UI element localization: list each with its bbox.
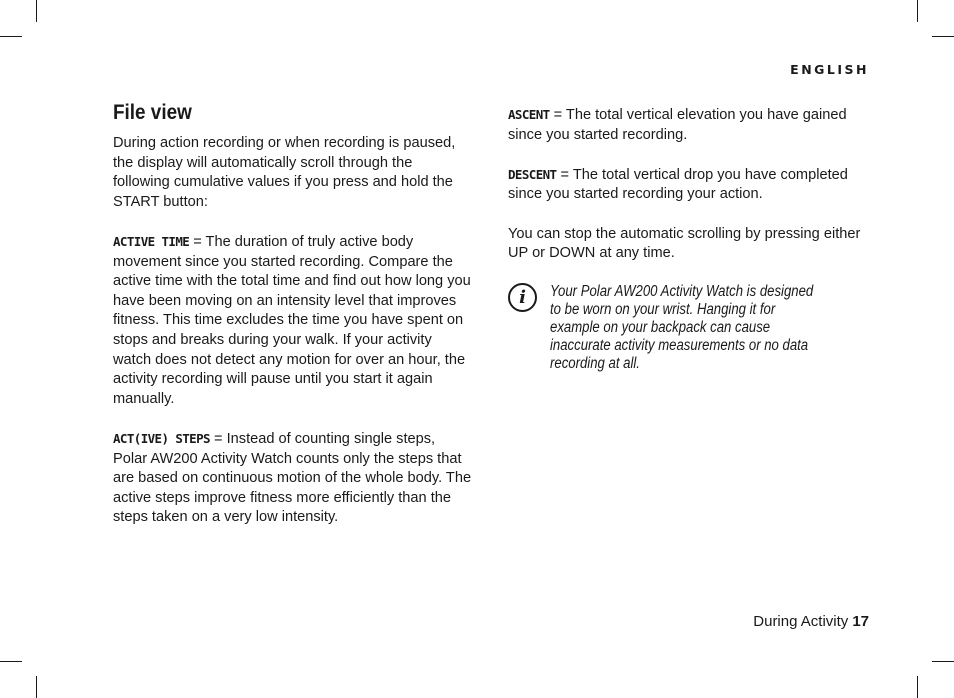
- term-label: DESCENT: [508, 166, 557, 182]
- page-number: 17: [852, 613, 869, 630]
- definition-ascent: [508, 105, 868, 145]
- right-column: [508, 100, 868, 373]
- intro-paragraph: During action recording or when recording is paused, the display will automatically scroll through the following cumulative values if you press and hold the START button:: [113, 135, 456, 210]
- crop-mark: [917, 676, 918, 698]
- term-label: ASCENT: [508, 107, 550, 122]
- definition-text: = The total vertical drop you have completed since you started recording your action.: [508, 166, 848, 203]
- scroll-stop-paragraph: You can stop the automatic scrolling by pressing either UP or DOWN at any time.: [508, 225, 861, 262]
- definition-text: = The duration of truly active body movement since you started recording. Compare the active time with the total time and find out how long you have been moving on an intensity level that improves fitness. This time excludes the time you have spent on stops and breaks during your walk. If your activity watch does not detect any motion for over an hour, the activity recording will pause until you start it again manually.: [113, 233, 471, 407]
- crop-mark: [932, 661, 954, 662]
- crop-mark: [0, 661, 22, 662]
- crop-mark: [917, 0, 918, 22]
- page-title: File view: [113, 101, 192, 124]
- info-icon: i: [508, 283, 537, 312]
- language-label: ENGLISH: [790, 62, 869, 77]
- footer-section: During Activity: [753, 613, 849, 630]
- page-footer: [753, 613, 869, 630]
- term-label: ACT(IVE) STEPS: [113, 430, 210, 446]
- definition-descent: [508, 165, 868, 205]
- definition-text: = The total vertical elevation you have gained since you started recording.: [508, 107, 847, 143]
- left-column: [113, 100, 473, 547]
- definition-text: = Instead of counting single steps, Polar AW200 Activity Watch counts only the steps that are based on continuous motion of the whole body. The active steps improve fitness more efficiently than the steps taken on a very low intensity.: [113, 430, 472, 526]
- crop-mark: [932, 36, 954, 37]
- crop-mark: [0, 36, 22, 37]
- definition-active-time: [113, 232, 473, 409]
- note-text: Your Polar AW200 Activity Watch is designed to be worn on your wrist. Hanging it for example on your backpack can cause inaccurate activity measurements or no data recording at all.: [550, 283, 814, 373]
- crop-mark: [36, 676, 37, 698]
- term-label: ACTIVE TIME: [113, 233, 190, 249]
- info-note: [508, 283, 868, 373]
- definition-active-steps: [113, 429, 473, 528]
- crop-mark: [36, 0, 37, 22]
